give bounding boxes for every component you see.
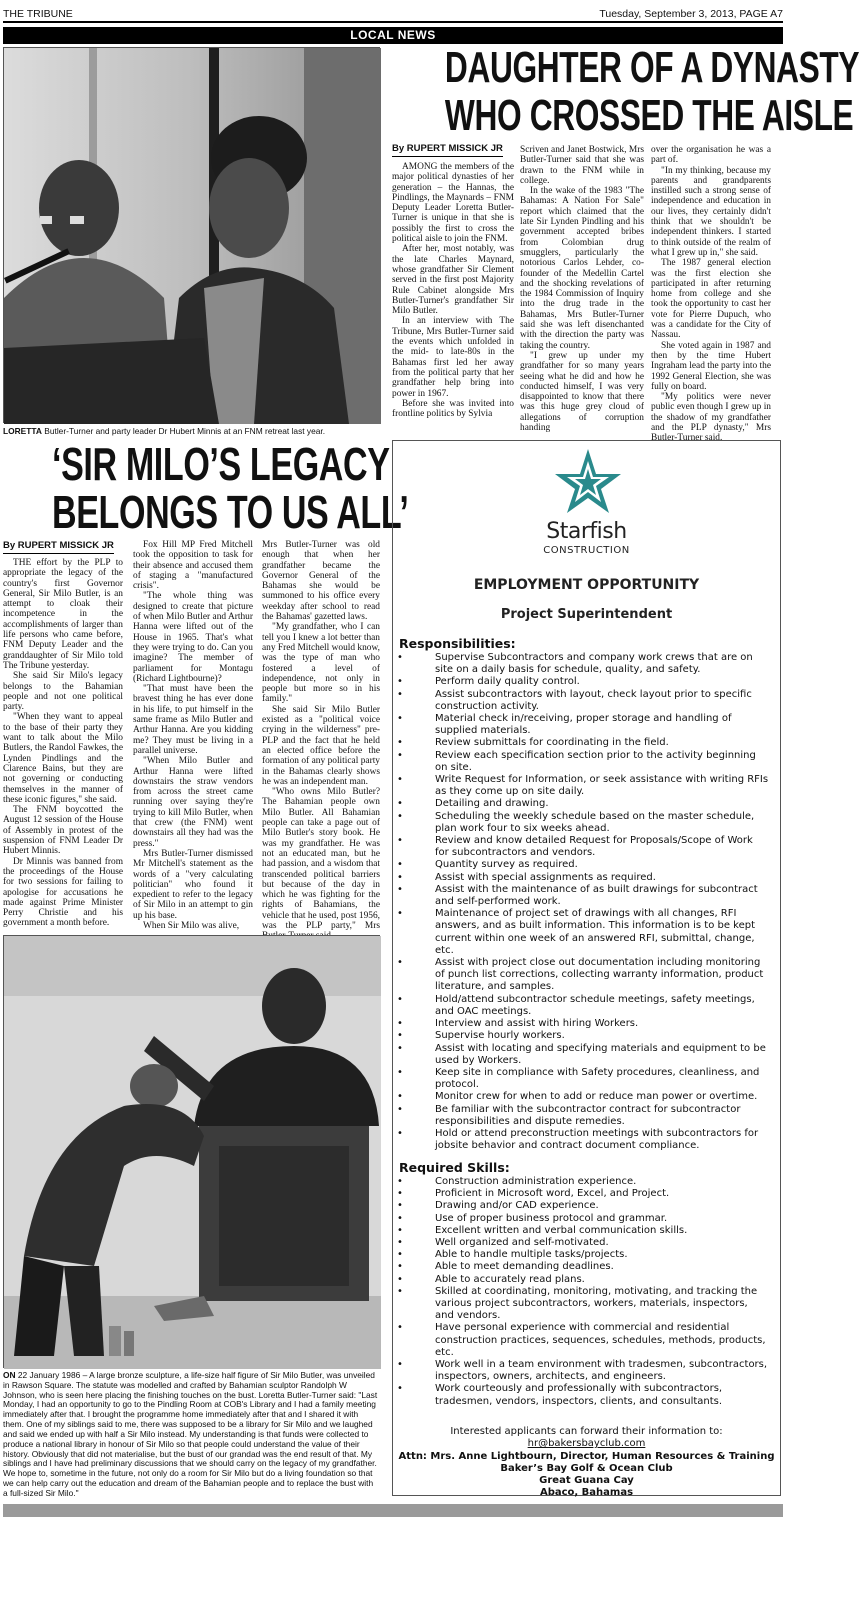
list-item: • Able to handle multiple tasks/projects. xyxy=(397,1249,769,1261)
story1-headline-line2: WHO CROSSED THE AISLE xyxy=(444,91,854,140)
list-item: • Construction administration experience. xyxy=(397,1176,769,1188)
masthead-rule xyxy=(3,21,783,23)
paragraph: She voted again in 1987 and then by the time Hubert Ingraham lead the party into the 1992 General Election, she was fully on board. xyxy=(651,340,772,392)
skills-list xyxy=(397,1176,769,1408)
list-item: • Able to meet demanding deadlines. xyxy=(397,1261,769,1273)
paragraph: The FNM boycotted the August 12 session of the House of Assembly in protest of the suspension of FNM Leader Dr Hubert Minnis. xyxy=(3,805,123,857)
paragraph: The 1987 general election was the first election she participated in after returning home from college and she took the opportunity to cast her vote for Pierre Dupuch, who was a candidate for the City of Nassau. xyxy=(651,258,771,341)
story2-byline: By RUPERT MISSICK JR xyxy=(3,540,114,554)
story1-col3 xyxy=(651,145,772,444)
story1-col1 xyxy=(392,162,514,438)
paragraph: "I grew up under my grandfather for so many years seeing what he did and how he conducted himself, I was very disappointed to know that there was this huge grey cloud of allegations of corruption handing xyxy=(520,350,644,434)
story2-col1 xyxy=(3,558,123,932)
list-item: • Review submittals for coordinating in the field. xyxy=(397,737,769,749)
list-item: • Hold/attend subcontractor schedule meetings, safety meetings, and OAC meetings. xyxy=(397,994,769,1018)
story1-headline-line1: DAUGHTER OF A DYNASTY xyxy=(444,43,859,92)
contact-location1: Great Guana Cay xyxy=(539,1475,634,1487)
paragraph: "That must have been the bravest thing he has ever done in his life, to put himself in the same frame as Milo Butler and Arthur Hanna. Are you kidding me? They must be living in a parallel universe. xyxy=(133,684,253,756)
story2-col2 xyxy=(133,540,253,932)
paragraph xyxy=(392,316,514,398)
paragraph: Scriven and Janet Bostwick, Mrs Butler-Turner said that she was drawn to the FNM while in college. xyxy=(520,145,644,186)
paragraph: Mrs Butler-Turner was old enough that when her grandfather became the Governor General of the Bahamas she would be summoned to his office every weekday after school to read the Bahamas' gazetted laws. xyxy=(262,540,380,623)
list-item: • Material check in/receiving, proper storage and handling of supplied materials. xyxy=(397,713,769,737)
list-item: • Keep site in compliance with Safety procedures, cleanliness, and protocol. xyxy=(397,1067,769,1091)
list-item: • Quantity survey as required. xyxy=(397,859,769,871)
paragraph: In the wake of the 1983 "The Bahamas: A Nation For Sale" report which claimed that the late Sir Lynden Pindling and his government accepted bribes from Colombian drug smugglers, particularly the notorious Carlos Lehder, co-founder of the Medellin Cartel and the shocking revelations of the 1984 Commission of Inquiry into the drug trade in the Bahamas, Mrs Butler-Turner said she was left disenchanted with the direction the party was taking the country. xyxy=(520,186,644,351)
list-item: • Proficient in Microsoft word, Excel, and Project. xyxy=(397,1188,769,1200)
photo-loretta-minnis xyxy=(3,47,380,423)
caption-text: 22 January 1986 – A large bronze sculpture, a life-size half figure of Sir Milo Butler, was unveiled in Rawson Square. The statute was modelled and crafted by Bahamian sculptor Randolph W Johnson, who is seen here placing the finishing touches on the bust. Loretta Butler-Turner said: "Last Monday, I had an opportunity to go to the Pindling Room at COB's Library and I had a family meeting immediately after that. I brought the programme home immediately after that and I shared it with them. One of my siblings said to me, there was supposed to be a library for Sir Milo and we laughed and said we ended up with half a Sir Milo instead. My understanding is that funds were collected to produce a national library in honour of Sir Milo so that people could understand the value of their history. Obviously that did not materialise, but the bust of our grandad was the end result of that. My siblings and I have had preliminary discussions that we should carry on the legacy of my grandfather. We hope to, sometime in the future, not only do a room for Sir Milo but do a living foundation so that we can help carry out the education and dream of the Bahamian people and to replace the bust with a full-sized Sir Milo." xyxy=(3,1370,378,1498)
list-item: • Supervise hourly workers. xyxy=(397,1030,769,1042)
logo-subtitle: CONSTRUCTION xyxy=(543,545,630,556)
paragraph: "Who owns Milo Butler? The Bahamian people own Milo Butler. All Bahamian people can take a page out of Milo Butler's story book. He was my grandfather. He was not an educated man, but he had passion, and a wisdom that transcended political barriers but because of the day in which he was fighting for the rights of Bahamians, the vehicle that he used, post 1956, was the PLP party," Mrs xyxy=(262,787,380,931)
paragraph: "In my thinking, because my parents and grandparents instilled such a strong sense of independence and education in our lives, they certainly didn't think that we shouldn't be independent thinkers. I started to think outside of the realm of what I grew up in," she said. xyxy=(651,165,771,258)
photo-caption-sculpture xyxy=(3,1371,380,1499)
paragraph: "When they want to appeal to the base of their party they want to talk about the Milo Butlers, the Randol Fawkes, the Lynden Pindlings and the Clarence Bains, but they are not governing or conducting themselves in the manner of these iconic figures," she said. xyxy=(3,712,123,805)
story1-headline xyxy=(392,43,859,140)
paragraph-text: In an interview with The Tribune, Mrs Butler-Turner said the events which unfolded in the mid- to late-80s in the Bahamas first led her away from the political party that her grandfather help bring into power in 1967. xyxy=(392,316,514,399)
list-item: • Able to accurately read plans. xyxy=(397,1274,769,1286)
list-item: • Work well in a team environment with tradesmen, subcontractors, inspectors, owners, architects, and engineers. xyxy=(397,1359,769,1383)
list-item: • Review and know detailed Request for Proposals/Scope of Work for subcontractors and vendors. xyxy=(397,835,769,859)
story2-col3 xyxy=(262,540,380,932)
list-item: • Perform daily quality control. xyxy=(397,676,769,688)
list-item: • Drawing and/or CAD experience. xyxy=(397,1200,769,1212)
list-item: • Write Request for Information, or seek assistance with writing RFIs as they come up on site daily. xyxy=(397,774,769,798)
skills-heading: Required Skills: xyxy=(399,1160,510,1175)
list-item: • Scheduling the weekly schedule based on the master schedule, plan work four to six weeks ahead. xyxy=(397,811,769,835)
photo-sculpture xyxy=(3,935,380,1368)
logo-wordmark: Starfish xyxy=(546,519,627,544)
sculpture-illustration xyxy=(4,936,381,1369)
page-footer-bar xyxy=(3,1504,783,1517)
list-item: • Use of proper business protocol and grammar. xyxy=(397,1213,769,1225)
starfish-employment-ad xyxy=(392,440,781,1499)
paragraph: Mrs Butler-Turner dismissed Mr Mitchell's statement as the words of a "very calculating politician" who found it expedient to refer to the legacy of Sir Milo in an attempt to gin up his base. xyxy=(133,848,253,921)
list-item: • Well organized and self-motivated. xyxy=(397,1237,769,1249)
ad-contact xyxy=(393,1426,780,1500)
story1-byline: By RUPERT MISSICK JR xyxy=(392,143,503,157)
contact-intro: Interested applicants can forward their information to: xyxy=(450,1426,723,1437)
story2-headline xyxy=(3,438,409,538)
contact-attn: Attn: Mrs. Anne Lightbourn, Director, Human Resources & Training xyxy=(398,1450,775,1462)
list-item: • Assist subcontractors with layout, check layout prior to specific construction activity. xyxy=(397,689,769,713)
list-item: • Maintenance of project set of drawings with all changes, RFI answers, and as built information. This information is to be kept current within one week of an answered RFI, submittal, change, etc. xyxy=(397,908,769,957)
list-item: • Review each specification section prior to the activity beginning on site. xyxy=(397,750,769,774)
dateline: Tuesday, September 3, 2013, PAGE A7 xyxy=(599,8,783,20)
list-item: • Excellent written and verbal communication skills. xyxy=(397,1225,769,1237)
paragraph: When Sir Milo was alive, xyxy=(143,920,240,931)
ad-title: EMPLOYMENT OPPORTUNITY xyxy=(473,577,700,593)
list-item: • Have personal experience with commercial and residential construction practices, sequences, schedules, methods, products, etc. xyxy=(397,1322,769,1359)
paragraph: "The whole thing was designed to create that picture of when Milo Butler and Arthur Hanna were lifted out of the House in 1965. That's what they were trying to do. Can you imagine? The member of parliament for Montagu (Richard Lightbourne)? xyxy=(133,591,253,684)
paragraph: THE effort by the PLP to appropriate the legacy of the country's first Governor General, Sir Milo Butler, is an attempt to cloak their incompetence in the accomplishments of larger than life persons who came before, FNM Deputy Leader and the granddaughter of Sir Milo told The Tribune yesterday. xyxy=(3,558,123,671)
paragraph: After her, most notably, was the late Charles Maynard, whose grandfather Sir Clement served in the first post Majority Rule Cabinet alongside Mrs Butler-Turner's grandfather Sir Milo Butler. xyxy=(392,244,514,317)
list-item: • Hold or attend preconstruction meetings with subcontractors for jobsite behavior and contract document compliance. xyxy=(397,1128,769,1152)
masthead xyxy=(3,8,783,22)
responsibilities-heading: Responsibilities: xyxy=(399,636,516,651)
photo-illustration xyxy=(4,48,381,424)
list-item: • Work courteously and professionally with subcontractors, tradesmen, vendors, inspectors, clients, and consultants. xyxy=(397,1383,769,1407)
photo-caption-loretta xyxy=(3,427,380,437)
list-item: • Skilled at coordinating, monitoring, motivating, and tracking the various project subcontractors, workers, materials, inspectors, and vendors. xyxy=(397,1286,769,1323)
paragraph: "My grandfather, who I can tell you I knew a lot better than any Fred Mitchell would know, was the type of man who fostered a level of independence, not only in people but more so in his family." xyxy=(262,622,380,705)
paper-name: THE TRIBUNE xyxy=(3,8,73,20)
list-item: • Interview and assist with hiring Workers. xyxy=(397,1018,769,1030)
contact-club: Baker’s Bay Golf & Ocean Club xyxy=(500,1462,673,1474)
list-item: • Supervise Subcontractors and company work crews that are on site on a daily basis for schedule, quality, and safety. xyxy=(397,652,769,676)
list-item: • Detailing and drawing. xyxy=(397,798,769,810)
story1-col2 xyxy=(520,145,644,438)
paragraph: AMONG the members of the major political dynasties of her generation – the Hannas, the Pindlings, the Maynards – FNM Deputy Leader Loretta Butler-Turner is unique in that she is possibly the first to cross the political aisle to join the FNM. xyxy=(392,162,514,245)
caption-lead: LORETTA xyxy=(3,426,42,436)
paragraph: Dr Minnis was banned from the proceedings of the House for two sessions for failing to apologise for accusations he made against Prime Minister Perry Christie and his government a month before. xyxy=(3,856,123,929)
caption-lead: ON xyxy=(3,1370,16,1380)
paragraph: "My politics were never public even though I grew up in the shadow of my grandfather and the PLP dynasty," Mrs Butler-Turner said. xyxy=(651,392,771,444)
list-item: • Be familiar with the subcontractor contract for subcontractor responsibilities and dispute remedies. xyxy=(397,1104,769,1128)
section-banner: LOCAL NEWS xyxy=(3,27,783,44)
list-item: • Assist with special assignments as required. xyxy=(397,872,769,884)
paragraph: Fox Hill MP Fred Mitchell took the opposition to task for their absence and accused them of staging a "manufactured crisis". xyxy=(133,540,253,592)
responsibilities-list xyxy=(397,652,769,1152)
story2-headline-line2: BELONGS TO US ALL’ xyxy=(52,486,409,538)
list-item: • Assist with locating and specifying materials and equipment to be used by Workers. xyxy=(397,1043,769,1067)
paragraph: Before she was invited into frontline politics by Sylvia xyxy=(392,398,514,420)
paragraph: She said Sir Milo Butler existed as a "political voice crying in the wilderness" pre-PLP and the fact that he held an elected office before the formation of any political party in the Bahamas clearly shows he was an independent man. xyxy=(262,704,380,787)
ad-position: Project Superintendent xyxy=(500,607,673,622)
list-item: • Monitor crew for when to add or reduce man power or overtime. xyxy=(397,1091,769,1103)
contact-email[interactable]: hr@bakersbayclub.com xyxy=(527,1438,646,1450)
list-item: • Assist with project close out documentation including monitoring of punch list corrections, collecting warranty information, product literature, and samples. xyxy=(397,957,769,994)
paragraph: "When Milo Butler and Arthur Hanna were lifted downstairs the straw vendors from across the street came running over saying they're trying to kill Milo Butler, when that crew (the FNM) went downstairs all they had was the press." xyxy=(133,756,253,849)
caption-text: Butler-Turner and party leader Dr Hubert Minnis at an FNM retreat last year. xyxy=(41,426,326,436)
starfish-logo-icon xyxy=(553,447,623,515)
list-item: • Assist with the maintenance of as built drawings for subcontract and self-performed work. xyxy=(397,884,769,908)
paragraph: She said Sir Milo's legacy belongs to the Bahamian people and not one political party. xyxy=(3,671,123,713)
story2-headline-line1: ‘SIR MILO’S LEGACY xyxy=(52,438,390,490)
contact-location2: Abaco, Bahamas xyxy=(539,1487,634,1499)
paragraph: over the organisation he was a part of. xyxy=(651,145,771,166)
